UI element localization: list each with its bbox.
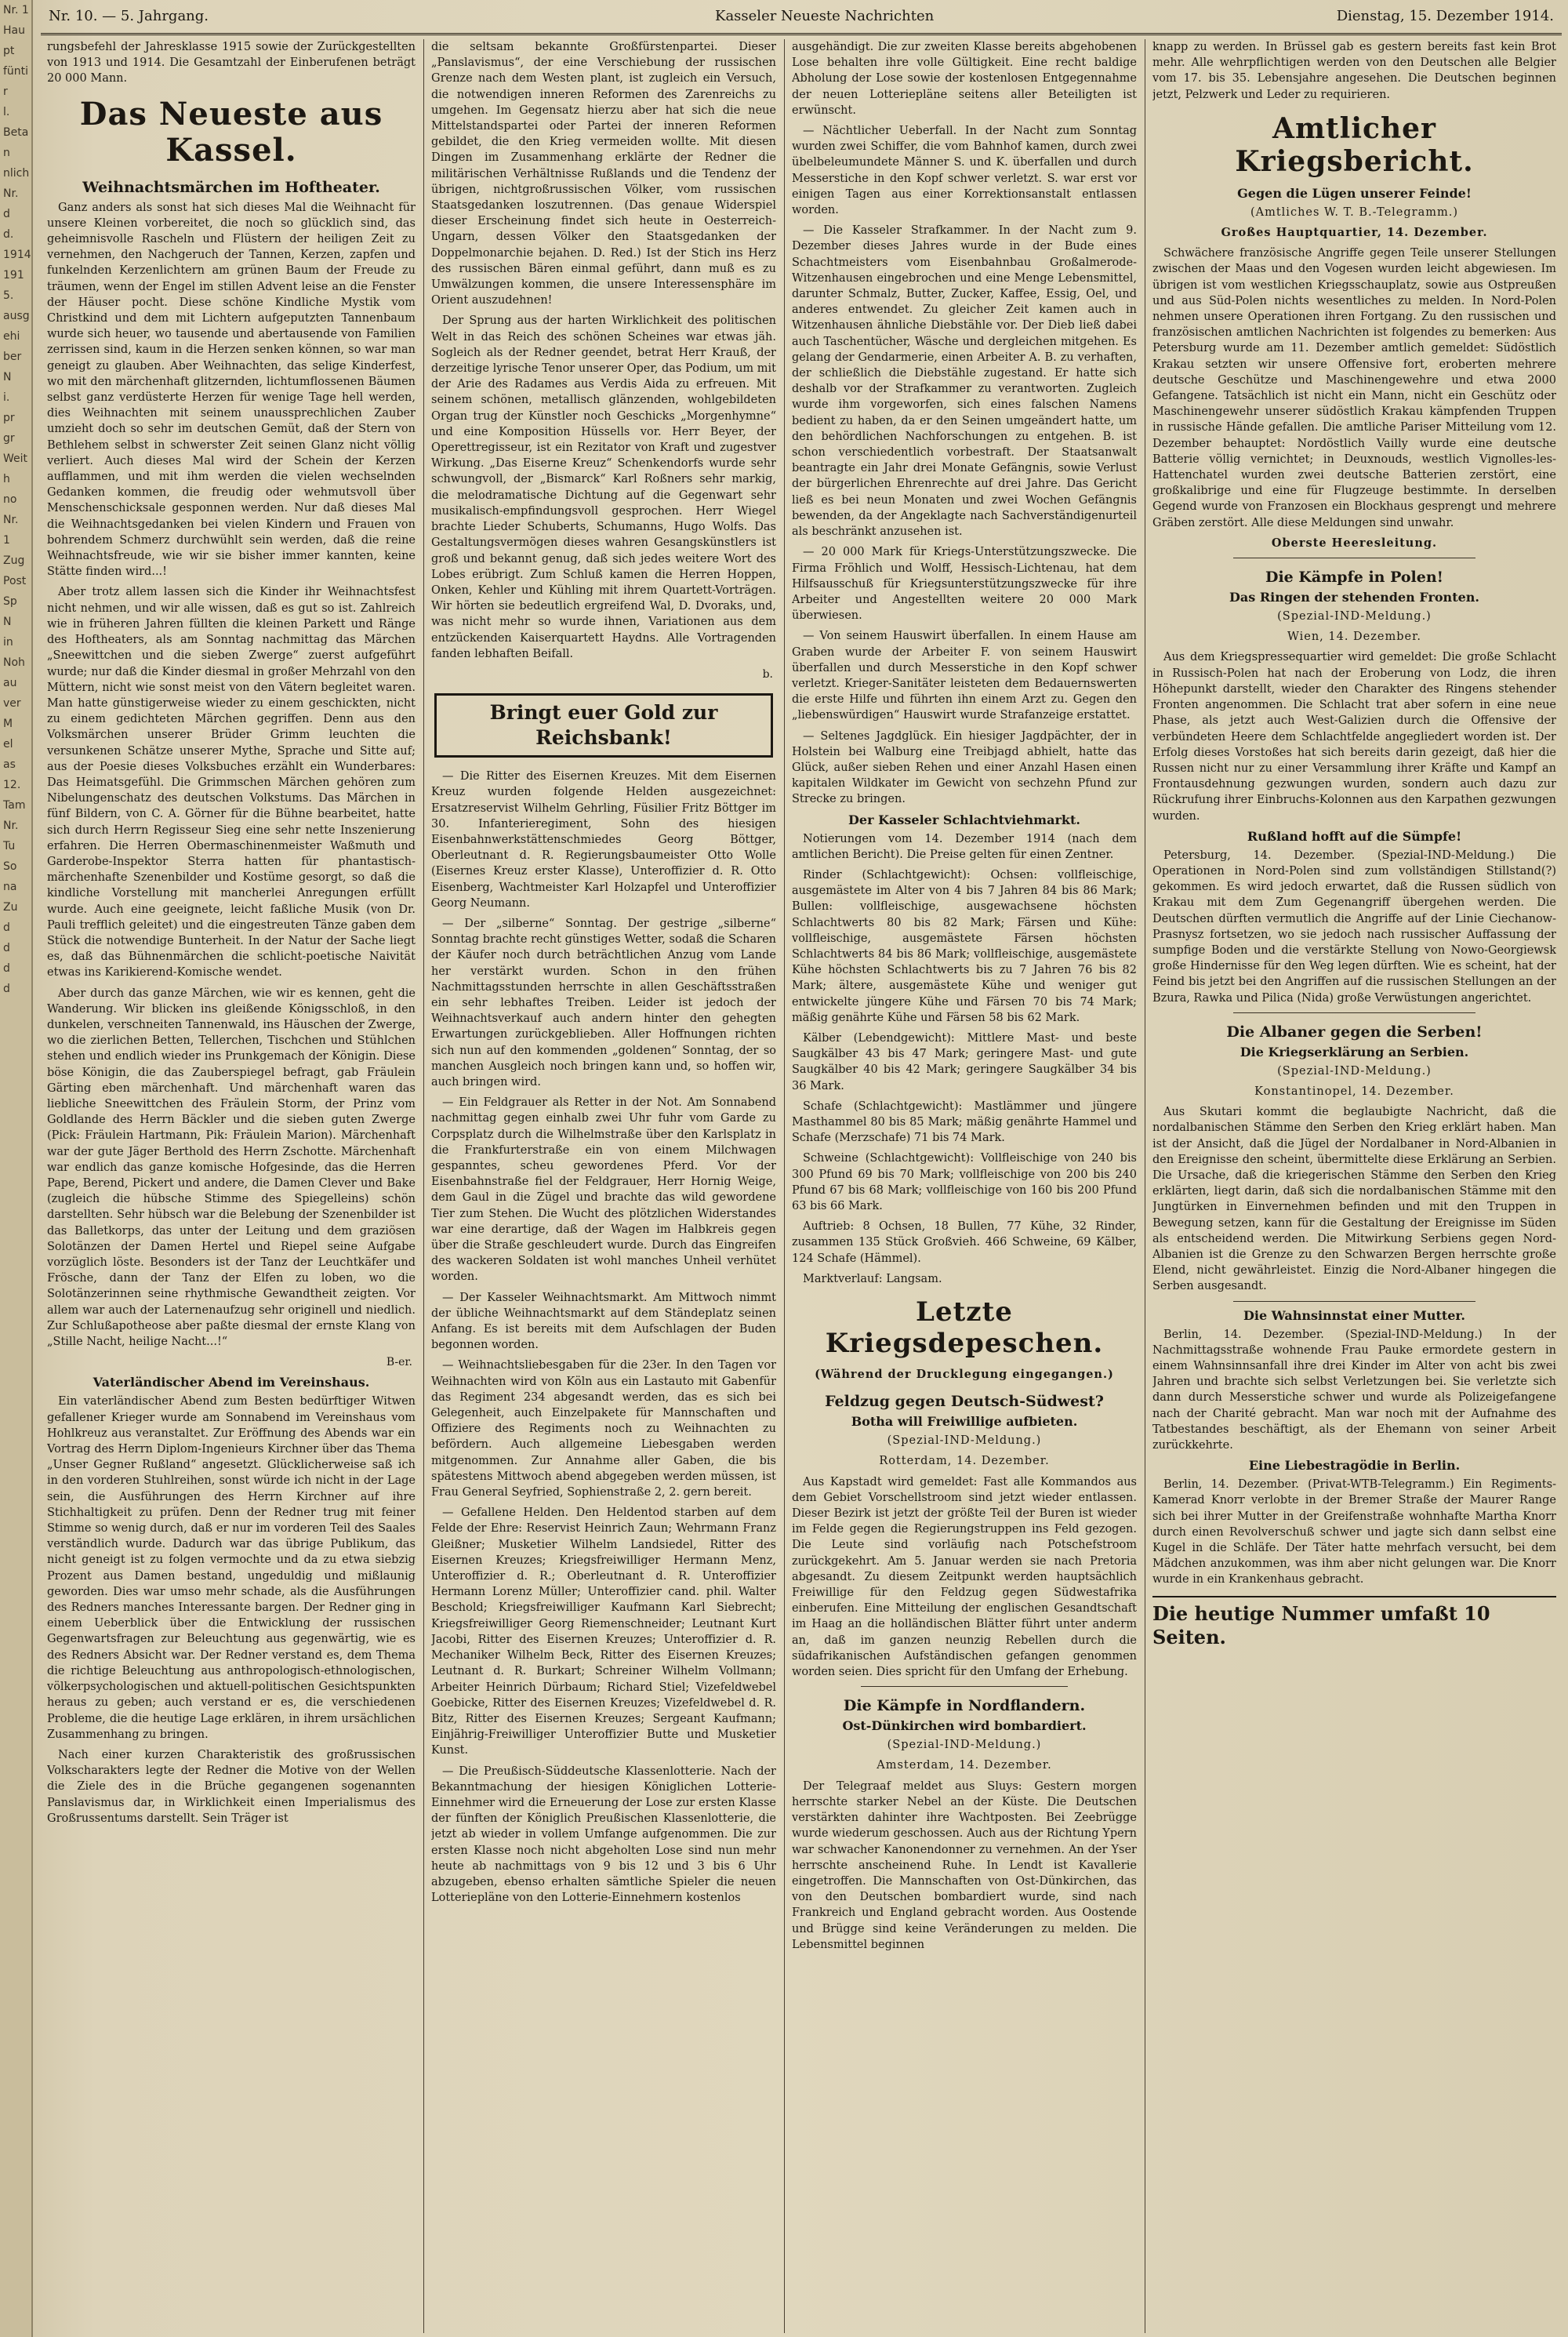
news-item: — Ein Feldgrauer als Retter in der Not. Am Sonnabend nachmittag gegen einhalb zwei Uhr fuhr vom Garde zu Corpsplatz durch die Wilhelmstraße über den Karlsplatz in die Frankfurterstraße ein von einem Milchwagen gespanntes, scheu gewordenes Pferd. Vor der Eisenbahnstraße fiel der Feldgrauer, Herr Hornig Weige, dem Gaul in die Zügel und brachte das wild gewordene Tier zum Stehen. Die Wucht des plötzlichen Widerstandes war eine derartige, daß der Wagen im Halbkreis gegen über die Straße geschleudert wurde. Durch das Eingreifen des wackeren Soldaten ist wohl manches Unheil verhütet worden. — [431, 1096, 776, 1284]
dispatch-title: Die Albaner gegen die Serben! — [1226, 1023, 1483, 1041]
gold-appeal-box: Bringt euer Gold zur Reichsbank! — [434, 693, 773, 758]
dispatch-agency: (Spezial-IND-Meldung.) — [887, 1739, 1042, 1752]
article-paragraph: Aber trotz allem lassen sich die Kinder ihr Weihnachtsfest nicht nehmen, und wir alle wissen, daß es gut so ist. Zahlreich wie in früheren Jahren füllten die kleinen Parkett und Ränge des Hoftheaters, als am Sonntag nachmittag das Märchen „Sneewittchen und die sieben Zwerge“ zuerst aufgeführt wurde; nur daß die Kinder diesmal in großer Mehrzahl von den Müttern, nicht wie sonst meist von den Vätern begleitet waren. Man hatte günstigerweise wieder zu einem geschickten, nicht zu einem gedichteten Märchen gegriffen. Denn aus den Volksmärchen unserer Brüder Grimm leuchten die versunkenen Schätze unserer Mythe, Sprache und Sitte auf; aus der Poesie dieses Volksbuches erzählt ein Wunderbares: Das Heimatsgefühl. Die Grimmschen Märchen gehören zum Nibelungenschatz des deutschen Volkstums. Das Märchen in fünf Bildern, von C. A. Görner für die Bühne bearbeitet, hatte sich durch Herrn Regisseur Sieg eine sehr nette Inszenierung erfahren. Die Herren Obermaschinenmeister Waßmuth und Garderobe-Inspektor Sterra hatten für phantastisch-märchenhafte Szenenbilder und Kostüme gesorgt, so daß die kindliche Vorstellung mit mancherlei Anregungen erfüllt wurde. Auch eine geeignete, leicht faßliche Musik (von Dr. Pauli trefflich geleitet) und die eingestreuten Tänze gaben dem Stück die notwendige Bunterheit. In der Natur der Sache liegt es, daß das Bühnenmärchen die schlicht-poetische Naivität etwas ins Karikierend-Komische wendet. — [47, 586, 416, 980]
news-item: — Weihnachtsliebesgaben für die 23er. In den Tagen vor Weihnachten wird von Köln aus ein Lastauto mit Gabenfür das Regiment 234 abgesandt werden, das es sich bei Gelegenheit, auch Einzelpakete für Mannschaften und Offiziere des Regiments noch zu Weihnachten zu befördern. Auch allgemeine Liebesgaben werden mitgenommen. Zur Annahme aller Gaben, die bis spätestens Mittwoch abend abgegeben werden müssen, ist Frau General Seyfried, Sophienstraße 2, 2. gern bereit. — [431, 1359, 776, 1499]
dispatch-subtitle: Botha will Freiwillige aufbieten. — [851, 1414, 1078, 1430]
news-item: — Der Kasseler Weihnachtsmarkt. Am Mittwoch nimmt der übliche Weihnachtsmarkt auf dem Ständeplatz seinen Anfang. Es ist bereits mit dem Aufschlagen der Buden begonnen worden. — [431, 1291, 776, 1352]
issue-number: Nr. 10. — 5. Jahrgang. — [49, 8, 209, 24]
dispatch-subtitle: Die Kriegserklärung an Serbien. — [1240, 1044, 1469, 1059]
section-masthead-kriegsbericht: Amtlicher Kriegsbericht. — [1235, 111, 1474, 178]
market-paragraph: Marktverlauf: Langsam. — [803, 1272, 942, 1285]
separator — [1233, 1301, 1475, 1302]
page-header — [41, 3, 1562, 35]
dispatch-agency: (Spezial-IND-Meldung.) — [1277, 1064, 1432, 1078]
dispatch-text: Berlin, 14. Dezember. (Privat-WTB-Telegramm.) Ein Regiments-Kamerad Knorr verlobte in der Bremer Straße der Maurer Range sich bei ihrer Mutter in der Greifenstraße wohnhafte Martha Knorr durch einen Revolverschuß schwer und jagte sich dann selbst eine Kugel in die Schläfe. Der Täter hatte mehrfach versucht, bei dem Mädchen anzukommen, was ihm aber nicht gelungen war. Die Knorr wurde in ein Krankenhaus gebracht. — [1152, 1478, 1556, 1586]
issue-date: Dienstag, 15. Dezember 1914. — [1336, 8, 1554, 24]
dispatch-text: Aus dem Kriegspressequartier wird gemeldet: Die große Schlacht in Russisch-Polen hat nach der Eroberung von Lodz, die ihren Höhepunkt darstellt, wieder den Charakter des Ringens stehender Fronten angenommen. Die Schlacht trat aber sofern in eine neue Phase, als jetzt auch West-Galizien durch die Offensive der verbündeten Heere dem Schlachtfelde angegliedert worden ist. Der Erfolg dieses Vorstoßes hat sich bereits darin gezeigt, daß hier die Russen nicht nur zu einer Versammlung ihrer Kräfte und Kampf an Frontausdehnung gezwungen wurden, sondern auch dazu zur Rückrufung ihrer Einbruchs-Kolonnen aus den Karpathen gezwungen wurden. — [1152, 651, 1556, 823]
dispatch-text: Aus Kapstadt wird gemeldet: Fast alle Kommandos aus dem Gebiet Vorschellstroom sind jetzt wieder entlassen. Dieser Bezirk ist jetzt der größte Teil der Buren ist wieder im Felde gegen die Regierungstruppen ins Feld gezogen. Die Leute sind vorläufig nach Potschefstroom zurückgekehrt. Am 5. Januar werden sie nach Pretoria abgesandt. Zu diesem Zeitpunkt werden hauptsächlich Freiwillige für den Feldzug gegen Südwestafrika einberufen. Eine Mitteilung der englischen Gesandtschaft im Haag an die holländischen Blätter führt unter anderm an, daß im ganzen neunzig Rebellen durch die südafrikanischen Aufständischen gefangen genommen worden seien. Dies spricht für den Umfang der Erhebung. — [792, 1475, 1137, 1679]
dispatch-dateline: Konstantinopel, 14. Dezember. — [1254, 1085, 1454, 1098]
news-item: — 20 000 Mark für Kriegs-Unterstützungszwecke. Die Firma Fröhlich und Wolff, Hessisch-Lichtenau, hat dem Hilfsausschuß für Kriegsunterstützungszwecke für ihre Arbeiter und Angestellten weitere 20 000 Mark überwiesen. — [792, 546, 1137, 623]
market-paragraph: Notierungen vom 14. Dezember 1914 (nach dem amtlichen Bericht). Die Preise gelten für einen Zentner. — [792, 832, 1137, 861]
article-paragraph: Der Sprung aus der harten Wirklichkeit des politischen Welt in das Reich des schönen Scheines war etwas jäh. Sogleich als der Redner geendet, betrat Herr Krauß, der derzeitige lyrische Tenor unserer Oper, das Podium, um mit der Arie des Radames aus Verdis Aida zu erfreuen. Mit seinem schönen, metallisch glänzenden, wohlgebildeten Organ trug der Künstler noch Geschicks „Morgenhymne“ und eine Komposition Hüssells vor. Herr Beyer, der Operettregisseur, ist ein Rezitator von Kraft und zugestver Wirkung. „Das Eiserne Kreuz“ Schenkendorfs wurde sehr schwungvoll, der „Bismarck“ Karl Roßners sehr markig, die melodramatische Dichtung auf die Gegenwart sehr musikalisch-empfindungsvoll gesprochen. Herr Wiegel brachte Lieder Schuberts, Schumanns, Hugo Wolfs. Das Gestaltungsvermögen dieses wahren Gesangskünstlers ist groß und bekannt genug, daß sich jedes weitere Wort des Lobes erübrigt. Zum Schluß kamen die Herren Hoppen, Onken, Kehler und Kühling mit ihrem Quartett-Vorträgen. Wir hörten sie bedeutlich ergreifend Wal, D. Dvoraks, und, was nicht mehr so wurde ihnen, Variationen aus dem entzückenden Kaiserquartett Haydns. Alle Vortragenden fanden lebhaften Beifall. — [431, 314, 776, 660]
author-signature: b. — [762, 667, 773, 681]
news-item: — Die Ritter des Eisernen Kreuzes. Mit dem Eisernen Kreuz wurden folgende Helden ausgezeichnet: Ersatzreservist Wilhelm Gehrling, Füsilier Fritz Böttger im 30. Infanterieregiment, Sohn des hiesigen Eisenbahnwerkstättenschmiedes Georg Böttger, Oberleutnant d. R. Regierungsbaumeister Otto Wolle (Eisernes Kreuz erster Klasse), Unteroffizier d. R. Otto Eisenberg, Wachtmeister Karl Holzapfel und Unteroffizier Georg Neumann. — [431, 770, 776, 910]
market-paragraph: Schweine (Schlachtgewicht): Vollfleischige von 240 bis 300 Pfund 69 bis 70 Mark; vollfleischige von 200 bis 240 Pfund 67 bis 68 Mark; vollfleischige von 160 bis 200 Pfund 63 bis 66 Mark. — [792, 1152, 1137, 1213]
separator — [861, 1686, 1068, 1687]
dispatch-title: Rußland hofft auf die Sümpfe! — [1247, 828, 1462, 844]
section-subtitle: (Während der Drucklegung eingegangen.) — [815, 1368, 1114, 1382]
dispatch-title: Die Kämpfe in Nordflandern. — [843, 1697, 1086, 1715]
dispatch-text: knapp zu werden. In Brüssel gab es gestern bereits fast kein Brot mehr. Alle wehrpflichtigen werden von den Deutschen alle Belgier vom 17. bis 35. Lebensjahre angesehen. Die Deutschen beginnen jetzt, Pelzwerk und Leder zu requirieren. — [1152, 41, 1556, 101]
column-rule — [423, 39, 424, 2333]
dispatch-text: Petersburg, 14. Dezember. (Spezial-IND-Meldung.) Die Operationen in Nord-Polen sind zum vollständigen Stillstand(?) gekommen. Es wird jedoch erwartet, daß die Russen südlich von Krakau mit dem Zum Gegenangriff übergehen werden. Die Deutschen dürften vermutlich die Angriffe auf der Linie Ciechanow-Prasnysz fortsetzen, wo sie jedoch nach russischer Auffassung der sumpfige Boden und die verstärkte Stellung von Nowo-Georgiewsk große Hindernisse für den Weg legen dürften. Wie es scheint, hat der Feind bis jetzt bei den Angriffen auf die russischen Stellungen an der Bzura, Rawka und Pilica (Nida) große Verwüstungen angerichtet. — [1152, 849, 1556, 1005]
adjacent-page-edge — [0, 0, 33, 2337]
news-item: — Seltenes Jagdglück. Ein hiesiger Jagdpächter, der in Holstein bei Walburg eine Treibjagd abhielt, hatte das Glück, außer sieben Rehen und einer Anzahl Hasen einen kapitalen Wildkater im Gewicht von sechzehn Pfund zur Strecke zu bringen. — [792, 729, 1137, 806]
market-paragraph: Rinder (Schlachtgewicht): Ochsen: vollfleischige, ausgemästete im Alter von 4 bis 7 Jahren 84 bis 86 Mark; Bullen: vollfleischige, ausgewachsene höchsten Schlachtwerts 80 bis 82 Mark; Färsen und Kühe: vollfleischige, ausgemästete Färsen höchsten Schlachtwerts 84 bis 86 Mark; vollfleischige, ausgemästete Kühe höchsten Schlachtwerts bis zu 7 Jahren 76 bis 82 Mark; ältere, ausgemästete Kühe und weniger gut entwickelte jüngere Kühe und Färsen 70 bis 74 Mark; mäßig genährte Kühe und Färsen 58 bis 62 Mark. — [792, 868, 1137, 1024]
dispatch-text: Aus Skutari kommt die beglaubigte Nachricht, daß die nordalbanischen Stämme den Serben den Krieg erklärt haben. Man ist der Ansicht, daß die Jügel der Nordalbaner in Nord-Albanien in den Ereignisse den scheint, übermittelte diese Erklärung an Serbien. Die Ursache, daß die kriegerischen Stämme den Serben den Krieg erklärten, liegt darin, daß sich die nordalbanischen Stämme mit den Jungtürken in Einvernehmen befinden und mit den Truppen in Bewegung setzen, kann für die Gestaltung der Ereignisse im Süden als entscheidend werden. Die Mitwirkung Serbiens gegen Nord-Albanien ist die Grenze zu den Schwarzen Bergen herrschte große Elend, nicht gewährleistet. Einzig die Nord-Albaner hingegen die Serben ausgesandt. — [1152, 1106, 1556, 1293]
page-count-notice: Die heutige Nummer umfaßt 10 Seiten. — [1152, 1596, 1556, 1649]
dispatch-subtitle: Das Ringen der stehenden Fronten. — [1229, 590, 1479, 605]
column-2 — [431, 39, 776, 2333]
section-masthead-kassel: Das Neueste aus Kassel. — [79, 95, 383, 169]
column-3 — [792, 39, 1137, 2333]
dispatch-agency: (Spezial-IND-Meldung.) — [1277, 610, 1432, 623]
article-paragraph: Nach einer kurzen Charakteristik des großrussischen Volkscharakters legte der Redner die Motive von der Wellen die Ziele des in die Brüche gegangenen sogenannten Panslavismus dar, in Wirklichkeit einen Imperialismus des Großrussentums darstellt. Sein Träger ist — [47, 1748, 416, 1825]
column-rule — [784, 39, 785, 2333]
col1-intro: rungsbefehl der Jahresklasse 1915 sowie der Zurückgestellten von 1913 und 1914. Die Gesamtzahl der Einberufenen beträgt 20 000 Mann. — [47, 41, 416, 85]
market-title: Der Kasseler Schlachtviehmarkt. — [848, 812, 1080, 827]
market-paragraph: Kälber (Lebendgewicht): Mittlere Mast- und beste Saugkälber 43 bis 47 Mark; geringere Mast- und gute Saugkälber 40 bis 42 Mark; geringere Saugkälber 34 bis 36 Mark. — [792, 1031, 1137, 1092]
news-item: ausgehändigt. Die zur zweiten Klasse bereits abgehobenen Lose behalten ihre volle Gültigkeit. Eine recht baldige Abholung der Lose sowie der kostenlosen Entgegennahme der neuen Lotteriepläne seitens aller Beteiligten ist erwünscht. — [792, 41, 1137, 117]
report-agency: (Amtliches W. T. B.-Telegramm.) — [1250, 205, 1459, 219]
dispatch-text: Der Telegraaf meldet aus Sluys: Gestern morgen herrschte starker Nebel an der Küste. Die Deutschen verstärkten dahinter ihre Wachtposten. Bei Zeebrügge wurde wiederum geschossen. Auch aus der Richtung Ypern war schwacher Kanonendonner zu vernehmen. An der Yser herrschte anscheinend Ruhe. In Lendt ist Kavallerie eingetroffen. Die Mannschaften von Ost-Dünkirchen, das von den Deutschen bombardiert wurde, sind nach Frankreich und England gebracht worden. Aus Oostende und Brügge sind keine Veränderungen zu melden. Die Lebensmittel beginnen — [792, 1779, 1137, 1951]
dispatch-title: Die Kämpfe in Polen! — [1265, 569, 1444, 587]
column-4 — [1152, 39, 1556, 2333]
author-signature: B-er. — [386, 1356, 412, 1369]
article-paragraph: Aber durch das ganze Märchen, wie wir es kennen, geht die Wanderung. Wir blicken ins gleißende Königsschloß, in den dunkelen, verschneiten Tannenwald, ins Häuschen der Zwerge, wo die zierlichen Betten, Tellerchen, Tischchen und Stühlchen stehen und endlich wieder ins Prunkgemach der Königin. Diese böse Königin, die das Zauberspiegel befragt, gab Fräulein Gärting eben märchenhaft. Und märchenhaft waren das liebliche Sneewittchen des Fräulein Storm, der Prinz vom Goldlande des Herrn Bäckler und die sieben guten Zwerge (Pick: Fräulein Hartmann, Pik: Fräulein Marion). Märchenhaft war der gute Jäger Berthold des Herrn Zschotte. Märchenhaft war endlich das ganze komische Hofgesinde, das die Herren Pape, Berend, Pickert und andere, die Damen Clever und Bake (zugleich die hübsche Stimme des Spiegelleins) schön darstellten. Sehr hübsch war die Belebung der Szenenbilder ist das Balletkorps, das unter der Leitung und dem graziösen Solotänzen der Damen Hertel und Riepel seine Aufgabe vorzüglich löste. Besonders ist der Tanz der Leuchtkäfer und Frösche, dann der Tanz der Elfen zu loben, wo die Solotänzerinnen seine rhythmische Gewandtheit zeigten. Vor allem war auch der Laternenaufzug sehr originell und niedlich. Zur Schlußapotheose aber paßte diesmal der ernste Klang von „Stille Nacht, heilige Nacht...!“ — [47, 987, 416, 1349]
news-item: — Die Preußisch-Süddeutsche Klassenlotterie. Nach der Bekanntmachung der hiesigen Königlichen Lotterie-Einnehmer wird die Erneuerung der Lose zur ersten Klasse der fünften der Königlich Preußischen Klassenlotterie, die jetzt ab wieder in vollem Umfange aufgenommen. Die zur ersten Klasse noch nicht abgeholten Lose sind nun mehr heute ab nachmittags von 9 bis 12 und 3 bis 6 Uhr abzugeben, ebenso erhalten sämtliche Spieler die neuen Lotteriepläne von den Lotterie-Einnehmern kostenlos — [431, 1765, 776, 1905]
dispatch-title: Feldzug gegen Deutsch-Südwest? — [825, 1393, 1104, 1411]
newspaper-title: Kasseler Neueste Nachrichten — [715, 8, 935, 24]
article-paragraph: Ganz anders als sonst hat sich dieses Mal die Weihnacht für unsere Kleinen vorbereitet, die noch so glücklich sind, das geheimnisvolle Rascheln und Flüstern der heiligen Zeit zu vernehmen, den Nachgeruch der Tannen, Kerzen, zapfen und funkelnden Kerzenlichtern am grünen Baum der Freude zu träumen, wenn der Engel im stillen Advent leise an die Fenster der Häuser pocht. Diese schöne Kindliche Mystik vom Christkind und dem mit Lichtern aufgeputzten Tannenbaum wurde sich heuer, wo tausende und abertausende von Familien zerrissen sind, kaum in die Herzen senken können, so war man geneigt zu glauben. Aber Weihnachten, das selige Kinderfest, wo mit den märchenhaft glitzernden, lichtumflossenen Bäumen selbst ganz verdüsterte Herzen für wenige Tage hell werden, dies Weihnachten mit seinem unaussprechlichen Zauber umzieht doch so sehr im deutschen Gemüt, daß der Stern von Bethlehem selbst in schwerster Zeit seinen Glanz nicht völlig verliert. Auch dieses Mal wird der Schein der Kerzen aufflammen, und mit ihm werden die vielen wechselnden Gedanken kommen, die freudig oder wehmutsvoll über Menschenschicksale gesponnen werden. Nur daß dieses Mal die Weihnachtsgedanken bei vielen Kindern und Frauen von bohrendem Schmerz durchwühlt sein werden, daß die reine Weihnachtsfreude, wie wir sie bisher immer kannten, keine Stätte finden wird...! — [47, 201, 416, 579]
column-1 — [47, 39, 416, 2333]
dispatch-subtitle: Ost-Dünkirchen wird bombardiert. — [842, 1718, 1087, 1734]
article-title-vereinshaus: Vaterländischer Abend im Vereinshaus. — [93, 1375, 370, 1390]
dispatch-agency: (Spezial-IND-Meldung.) — [887, 1434, 1042, 1448]
report-text: Schwächere französische Angriffe gegen Teile unserer Stellungen zwischen der Maas und den Vogesen wurden leicht abgewiesen. Im übrigen ist vom westlichen Kriegsschauplatz, sowie aus Ostpreußen und aus Süd-Polen nichts wesentliches zu melden. In Nord-Polen nehmen unsere Operationen ihren Fortgang. Zu den russischen und französischen amtlichen Nachrichten ist folgendes zu bemerken: Aus Petersburg wurde am 11. Dezember amtlich gemeldet: Südöstlich Krakau setzten wir unsere Offensive fort, eroberten mehrere deutsche Geschütze und Maschinengewehre und etwa 2000 Gefangene. Tatsächlich ist nicht ein Mann, nicht ein Geschütz oder Maschinengewehr unserer südöstlich Krakau kämpfenden Truppen in russische Hände gefallen. Die amtliche Pariser Mitteilung vom 12. Dezember behauptet: Nordöstlich Vailly wurde eine deutsche Batterie völlig vernichtet; in Deuxnouds, westlich Vignolles-les-Hattenchatel wurden zwei deutsche Batterien zerstört, eine großkalibrige und eine für Flugzeuge bestimmte. In derselben Gegend wurde von Franzosen ein Blockhaus gesprengt und mehrere Gräben zerstört. Alle diese Meldungen sind unwahr. — [1152, 247, 1556, 529]
dispatch-dateline: Wien, 14. Dezember. — [1287, 631, 1422, 644]
news-item: — Nächtlicher Ueberfall. In der Nacht zum Sonntag wurden zwei Schiffer, die vom Bahnhof kamen, durch zwei übelbeleumundete Männer S. und K. überfallen und durch Messerstiche in den Kopf schwer verletzt. S. war erst vor einigen Tagen aus einer Korrektionsanstalt entlassen worden. — [792, 125, 1137, 217]
dispatch-title: Die Wahnsinnstat einer Mutter. — [1243, 1307, 1465, 1323]
article-paragraph: Ein vaterländischer Abend zum Besten bedürftiger Witwen gefallener Krieger wurde am Sonnabend im Vereinshaus vom Hohlkreuz aus veranstaltet. Zur Eröffnung des Abends war ein Vortrag des Herrn Diplom-Ingenieurs Kirchner über das Thema „Unser Gegner Rußland“ angesetzt. Glücklicherweise saß ich in den vorderen Stuhlreihen, sonst würde ich nicht in der Lage sein, die Ausführungen des Herrn Kirchner auf ihre Stichhaltigkeit zu prüfen. Denn der Redner trug mit feiner Stimme so wenig durch, daß er nur im vorderen Teil des Saales verständlich wurde. Dadurch war das übrige Publikum, das nicht geneigt ist zu folgen vermochte und da zu etwa siebzig Prozent aus Damen bestand, ungeduldig und mißlaunig geworden. Dies war umso mehr schade, als die Ausführungen des Redners manches Interessante bargen. Der Redner ging in einem Ueberblick über die Entwicklung der russischen Gegenwartsfragen zur Beleuchtung aus gegenwärtig, wie es des Redners Absicht war. Der Redner verstand es, dem Thema die richtige Beleuchtung aus anthropologisch-ethnologischen, völkerpsychologischen und aktuell-politischen Gesichtspunkten heraus zu geben; auch verstand er es, die verschiedenen Probleme, die die heutige Lage erklären, in ihrem ursächlichen Zusammenhang zu bringen. — [47, 1395, 416, 1741]
news-item: — Die Kasseler Strafkammer. In der Nacht zum 9. Dezember dieses Jahres wurde in der Bude eines Schachtmeisters vom Eisenbahnbau Großalmerode-Witzenhausen eingebrochen und eine Menge Lebensmittel, darunter Schmalz, Butter, Zucker, Kaffee, Essig, Oel, und anderes entwendet. Zu gleicher Zeit kamen auch in Witzenhausen ähnliche Diebstähle vor. Der Dieb ließ dabei auch Taschentücher, Wäsche und dergleichen mitgehen. Es gelang der Gendarmerie, einen Arbeiter A. B. zu verhaften, der schließlich die Diebstähle zugestand. Er hatte sich deshalb vor der Strafkammer zu verantworten. Zugleich wurde ihm vorgeworfen, sich eines falschen Namens bedient zu haben, da er den Seinen umgeändert hatte, um den behördlichen Nachforschungen zu entgehen. B. ist schon verschiedentlich vorbestraft. Der Staatsanwalt beantragte ein Jahr drei Monate Gefängnis, sowie Verlust der bürgerlichen Ehrenrechte auf drei Jahre. Das Gericht ließ es bei neun Monaten und zwei Wochen Gefängnis bewenden, da der Angeklagte nach Sachverständigenurteil als beschränkt anzusehen ist. — [792, 224, 1137, 539]
market-paragraph: Schafe (Schlachtgewicht): Mastlämmer und jüngere Masthammel 80 bis 85 Mark; mäßig genährte Hammel und Schafe (Merzschafe) 71 bis 74 Mark. — [792, 1099, 1137, 1145]
edge-text: Nr. 1 Haupt füntir l. Betan nlich Nr. d d. 1914 1915. ausgehi ber N i. pr gr Weith no Nr. 1 Zug Post Sp N in Noh au ver M el as 12. Tam Nr. Tu So na Zu d d d d — [3, 4, 31, 995]
article-paragraph: die seltsam bekannte Großfürstenpartei. Dieser „Panslavismus“, der eine Verschiebung der russischen Grenze nach dem Westen plant, ist zugleich ein Versuch, die notwendigen inneren Reformen des Zarenreichs zu umgehen. Im Gegensatz hierzu aber hat sich die neue Mittelstandspartei oder Partei der inneren Reformen gebildet, die den Krieg vermeiden wollte. Mit diesen Dingen im Zusammenhang erklärte der Redner die militärischen Verhältnisse Rußlands und die Tendenz der übrigen, nichtgroßrussischen Völker, vom russischen Staatsgedanken loszutrennen. (Das genaue Widerspiel dieser Erscheinung findet sich heute in Oesterreich-Ungarn, dessen Völker den Staatsgedanken der Doppelmonarchie bejahen. D. Red.) Ist der Stich ins Herz des russischen Bären einmal geführt, dann muß es zu Umwälzungen kommen, die unsere Interessensphäre im Orient auszudehnen! — [431, 41, 776, 307]
dispatch-dateline: Rotterdam, 14. Dezember. — [879, 1455, 1050, 1468]
news-item: — Der „silberne“ Sonntag. Der gestrige „silberne“ Sonntag brachte recht günstiges Wetter, sodaß die Scharen der Käufer noch durch beträchtlichen Anzug vom Lande her verstärkt wurden. Schon in den frühen Nachmittagsstunden herrschte in allen Geschäftsstraßen ein sehr lebhaftes Treiben. Leider ist jedoch der Weihnachtsverkauf auch andern hinter den gehegten Erwartungen zurückgeblieben. Aller Hoffnungen richten sich nun auf den kommenden „goldenen“ Sonntag, der so manchen Ausgleich noch bringen kann und, so hoffen wir, auch bringen wird. — [431, 917, 776, 1089]
market-paragraph: Auftrieb: 8 Ochsen, 18 Bullen, 77 Kühe, 32 Rinder, zusammen 135 Stück Großvieh. 466 Schweine, 69 Kälber, 124 Schafe (Hämmel). — [792, 1220, 1137, 1265]
report-signature: Oberste Heeresleitung. — [1271, 536, 1438, 550]
report-subtitle: Gegen die Lügen unserer Feinde! — [1237, 185, 1472, 201]
news-item: — Gefallene Helden. Den Heldentod starben auf dem Felde der Ehre: Reservist Heinrich Zaun; Wehrmann Franz Gleißner; Musketier Wilhelm Landsiedel, Ritter des Eisernen Kreuzes; Kriegsfreiwilliger Hermann Menz, Unteroffizier d. R.; Oberleutnant d. R. Unteroffizier Hermann Lorenz Müller; Unteroffizier cand. phil. Walter Beschold; Kriegsfreiwilliger Kaufmann Karl Siebrecht; Kriegsfreiwilliger Georg Riemenschneider; Leutnant Kurt Jacobi, Ritter des Eisernen Kreuzes; Unteroffizier d. R. Mechaniker Wilhelm Beck, Ritter des Eisernen Kreuzes; Leutnant d. R. Burkart; Schreiner Wilhelm Vollmann; Arbeiter Heinrich Dürbaum; Richard Stiel; Vizefeldwebel Goebicke, Ritter des Eisernen Kreuzes; Vizefeldwebel d. R. Bitz, Ritter des Eisernen Kreuzes; Sergeant Kaufmann; Einjährig-Freiwilliger Unteroffizier Butte und Musketier Kunst. — [431, 1507, 776, 1757]
section-masthead-depeschen: Letzte Kriegsdepeschen. — [825, 1296, 1104, 1360]
article-title-hoftheater: Weihnachtsmärchen im Hoftheater. — [82, 178, 380, 196]
dispatch-text: Berlin, 14. Dezember. (Spezial-IND-Meldung.) In der Nachmittagsstraße wohnende Frau Pauke ermordete gestern in einem Wahnsinnsanfall ihre drei Kinder im Alter von acht bis zwei Jahren und brachte sich selbst Verletzungen bei. Sie verletzte sich dann durch Messerstiche schwer und wurde als Polizeigefangene nach der Charité gebracht. Man war noch mit der Aufnahme des Tatbestandes beschäftigt, als der Ehemann von seiner Arbeit zurückkehrte. — [1152, 1328, 1556, 1452]
dispatch-title: Eine Liebestragödie in Berlin. — [1248, 1458, 1461, 1474]
news-item: — Von seinem Hauswirt überfallen. In einem Hause am Graben wurde der Arbeiter F. von seinem Hauswirt überfallen und durch Messerstiche in den Kopf schwer verletzt. Krieger-Sanitäter leisteten dem Bedauernswerten die erste Hilfe und führten ihn einem Arzt zu. Gegen den „liebenswürdigen“ Hauswirt wurde Strafanzeige erstattet. — [792, 630, 1137, 722]
separator — [1233, 1012, 1475, 1013]
report-dateline: Großes Hauptquartier, 14. Dezember. — [1221, 226, 1488, 240]
dispatch-dateline: Amsterdam, 14. Dezember. — [877, 1759, 1052, 1772]
